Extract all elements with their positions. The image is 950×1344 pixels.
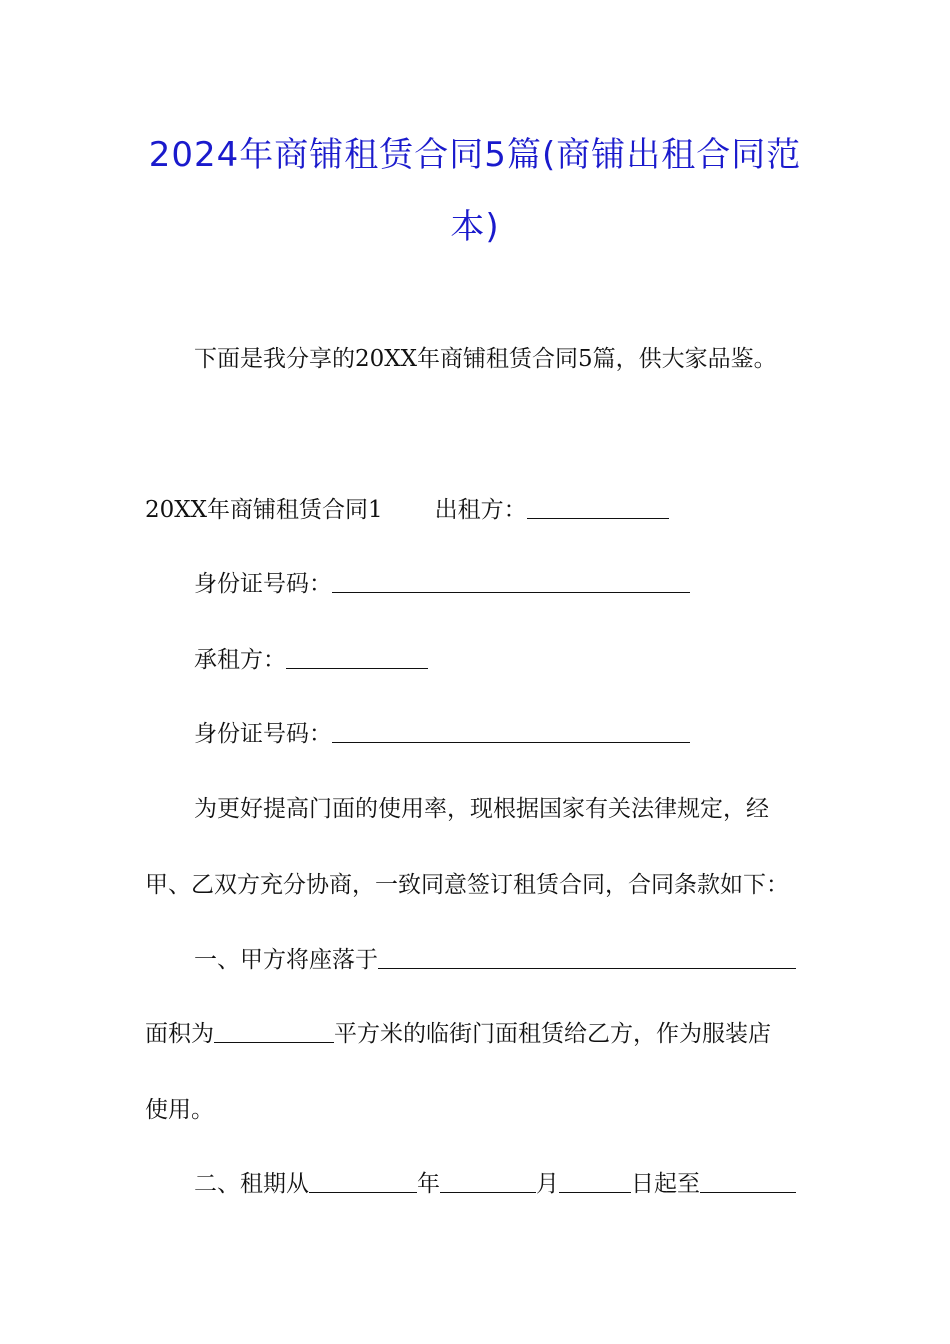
lessee-id-label: 身份证号码： — [194, 721, 332, 747]
lessee-id-blank — [332, 718, 690, 743]
document-title-line2: 本) — [450, 207, 500, 247]
address-blank — [378, 944, 796, 969]
document-title-line1: 2024年商铺租赁合同5篇(商铺出租合同范 — [148, 135, 802, 175]
year-label: 年 — [417, 1171, 440, 1197]
intro-paragraph: 下面是我分享的20XX年商铺租赁合同5篇，供大家品鉴。 — [194, 346, 777, 372]
contract-heading: 20XX年商铺租赁合同1 — [145, 497, 383, 523]
lessee-blank — [286, 644, 428, 669]
area-blank — [214, 1018, 334, 1043]
clause1-line2 — [0, 1018, 950, 1050]
start-day-blank — [559, 1168, 631, 1193]
clause1-text: 一、甲方将座落于 — [194, 947, 378, 973]
lessor-blank — [527, 494, 669, 519]
clause1-line1 — [0, 944, 950, 976]
preamble-line2: 甲、乙双方充分协商，一致同意签订租赁合同，合同条款如下： — [145, 872, 789, 898]
preamble-line1: 为更好提高门面的使用率，现根据国家有关法律规定，经 — [194, 796, 769, 822]
clause2-text: 二、租期从 — [194, 1171, 309, 1197]
lessor-id-row — [0, 568, 950, 600]
start-month-blank — [440, 1168, 536, 1193]
start-year-blank — [309, 1168, 417, 1193]
lessor-label: 出租方： — [434, 497, 527, 523]
clause1-line3: 使用。 — [145, 1097, 214, 1123]
lessor-id-blank — [332, 568, 690, 593]
end-date-blank — [700, 1168, 796, 1193]
lessee-label: 承租方： — [194, 647, 286, 673]
contract-heading-row — [0, 494, 950, 526]
day-label: 日起至 — [631, 1171, 700, 1197]
lessee-id-row — [0, 718, 950, 750]
lessee-row — [0, 644, 950, 676]
area-text: 平方米的临街门面租赁给乙方，作为服装店 — [334, 1021, 771, 1047]
month-label: 月 — [536, 1171, 559, 1197]
area-label: 面积为 — [145, 1021, 214, 1047]
clause2-line1 — [0, 1168, 950, 1200]
lessor-id-label: 身份证号码： — [194, 571, 332, 597]
